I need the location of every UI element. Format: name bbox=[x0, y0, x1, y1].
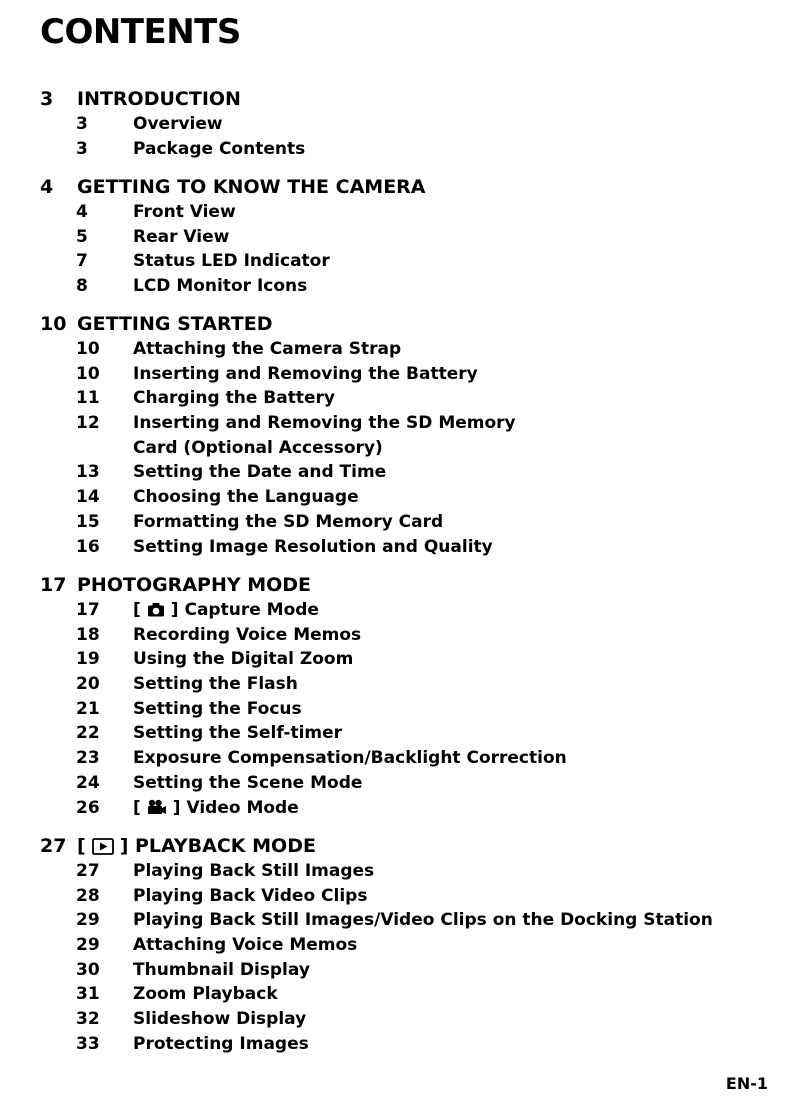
entry-title: Setting the Self-timer bbox=[133, 723, 343, 744]
entry-title: Package Contents bbox=[133, 138, 306, 159]
section-page-number: 4 bbox=[40, 176, 54, 198]
entry-title: Formatting the SD Memory Card bbox=[133, 511, 444, 532]
entry-page-number: 11 bbox=[76, 388, 100, 409]
toc-entry[interactable] bbox=[0, 200, 808, 225]
toc-entry[interactable] bbox=[0, 386, 808, 411]
entry-title: Setting the Flash bbox=[133, 674, 298, 695]
entry-title: Inserting and Removing the Battery bbox=[133, 363, 478, 384]
toc-entry[interactable] bbox=[0, 225, 808, 250]
entry-page-number: 20 bbox=[76, 674, 100, 695]
toc-entry[interactable] bbox=[0, 137, 808, 162]
toc-entry[interactable] bbox=[0, 697, 808, 722]
entry-title-text: ] Video Mode bbox=[172, 797, 299, 818]
toc-entry[interactable] bbox=[0, 249, 808, 274]
entry-title: Playing Back Video Clips bbox=[133, 885, 368, 906]
toc-entry-continuation[interactable] bbox=[0, 436, 808, 461]
entry-page-number: 29 bbox=[76, 935, 100, 956]
toc-section bbox=[0, 311, 808, 559]
page-title: CONTENTS bbox=[40, 12, 241, 52]
entry-page-number: 10 bbox=[76, 363, 100, 384]
toc-entry[interactable] bbox=[0, 908, 808, 933]
toc-section bbox=[0, 572, 808, 820]
entry-page-number: 4 bbox=[76, 202, 88, 222]
entry-title: Setting Image Resolution and Quality bbox=[133, 536, 493, 557]
camera-icon bbox=[147, 602, 165, 617]
toc-entry[interactable] bbox=[0, 460, 808, 485]
section-heading[interactable] bbox=[0, 572, 808, 598]
entry-title: Choosing the Language bbox=[133, 487, 359, 508]
entry-page-number: 22 bbox=[76, 723, 100, 744]
section-title: GETTING STARTED bbox=[77, 313, 273, 335]
toc-entry[interactable] bbox=[0, 884, 808, 909]
entry-title: Attaching the Camera Strap bbox=[133, 339, 402, 359]
section-title bbox=[77, 833, 316, 859]
entry-title: Slideshow Display bbox=[133, 1009, 307, 1030]
entry-page-number: 21 bbox=[76, 698, 100, 719]
toc-entry[interactable] bbox=[0, 796, 808, 821]
section-page-number: 10 bbox=[40, 313, 67, 335]
toc-entry[interactable] bbox=[0, 933, 808, 958]
section-title: INTRODUCTION bbox=[77, 88, 241, 110]
entry-title: Inserting and Removing the SD Memory bbox=[133, 413, 516, 434]
toc-entry[interactable] bbox=[0, 982, 808, 1007]
toc-entry[interactable] bbox=[0, 535, 808, 560]
section-page-number: 17 bbox=[40, 574, 67, 596]
toc-entry[interactable] bbox=[0, 672, 808, 697]
toc-entry[interactable] bbox=[0, 1032, 808, 1057]
section-page-number: 3 bbox=[40, 88, 54, 110]
entry-page-number: 19 bbox=[76, 649, 100, 670]
toc-section bbox=[0, 174, 808, 299]
entry-page-number: 14 bbox=[76, 487, 100, 508]
entry-title: Front View bbox=[133, 202, 236, 222]
entry-title bbox=[133, 598, 319, 623]
entry-title: Thumbnail Display bbox=[133, 959, 310, 980]
entry-page-number: 26 bbox=[76, 797, 100, 818]
entry-page-number: 30 bbox=[76, 959, 100, 980]
entry-page-number: 16 bbox=[76, 536, 100, 557]
entry-page-number: 3 bbox=[76, 138, 88, 159]
entry-page-number: 8 bbox=[76, 276, 88, 297]
entry-page-number: 10 bbox=[76, 339, 100, 359]
section-title-text: ] PLAYBACK MODE bbox=[119, 835, 316, 857]
toc-entry[interactable] bbox=[0, 623, 808, 648]
entry-page-number: 24 bbox=[76, 772, 100, 793]
entry-title: Protecting Images bbox=[133, 1033, 309, 1054]
section-heading[interactable] bbox=[0, 86, 808, 112]
entry-title: Recording Voice Memos bbox=[133, 624, 362, 645]
entry-title: Setting the Focus bbox=[133, 698, 302, 719]
bracket-open: [ bbox=[133, 797, 141, 818]
entry-title: Exposure Compensation/Backlight Correction bbox=[133, 748, 567, 769]
entry-title: LCD Monitor Icons bbox=[133, 276, 308, 297]
toc-entry[interactable] bbox=[0, 337, 808, 362]
toc-entry[interactable] bbox=[0, 958, 808, 983]
section-title: GETTING TO KNOW THE CAMERA bbox=[77, 176, 426, 198]
entry-title-text: ] Capture Mode bbox=[170, 600, 319, 620]
entry-page-number: 23 bbox=[76, 748, 100, 769]
entry-page-number: 13 bbox=[76, 462, 100, 483]
entry-page-number: 3 bbox=[76, 114, 88, 134]
entry-page-number: 12 bbox=[76, 413, 100, 434]
section-title: PHOTOGRAPHY MODE bbox=[77, 574, 312, 596]
page-number-footer: EN-1 bbox=[725, 1074, 768, 1093]
toc-entry[interactable] bbox=[0, 485, 808, 510]
toc-section bbox=[0, 86, 808, 161]
toc-entry[interactable] bbox=[0, 411, 808, 436]
entry-title: Playing Back Still Images/Video Clips on the Docking Station bbox=[133, 910, 713, 931]
playback-icon bbox=[92, 838, 114, 855]
toc-entry[interactable] bbox=[0, 112, 808, 137]
bracket-open: [ bbox=[133, 600, 141, 620]
entry-title bbox=[133, 796, 299, 821]
entry-title: Card (Optional Accessory) bbox=[133, 437, 383, 458]
entry-page-number: 32 bbox=[76, 1009, 100, 1030]
toc-entry[interactable] bbox=[0, 859, 808, 884]
entry-page-number: 7 bbox=[76, 251, 88, 272]
toc-entry[interactable] bbox=[0, 746, 808, 771]
entry-page-number: 31 bbox=[76, 984, 100, 1005]
toc-entry[interactable] bbox=[0, 771, 808, 796]
toc-entry[interactable] bbox=[0, 510, 808, 535]
toc-entry[interactable] bbox=[0, 274, 808, 299]
entry-title: Rear View bbox=[133, 226, 230, 247]
entry-title: Setting the Scene Mode bbox=[133, 772, 363, 793]
section-heading[interactable] bbox=[0, 833, 808, 859]
entry-page-number: 15 bbox=[76, 511, 100, 532]
entry-title: Overview bbox=[133, 114, 223, 134]
entry-title: Zoom Playback bbox=[133, 984, 278, 1005]
toc-entry[interactable] bbox=[0, 1007, 808, 1032]
section-heading[interactable] bbox=[0, 311, 808, 337]
entry-title: Playing Back Still Images bbox=[133, 861, 375, 881]
entry-page-number: 33 bbox=[76, 1033, 100, 1054]
video-camera-icon bbox=[147, 799, 167, 815]
toc-section bbox=[0, 833, 808, 1057]
toc-entry[interactable] bbox=[0, 647, 808, 672]
toc-entry[interactable] bbox=[0, 721, 808, 746]
toc-entry[interactable] bbox=[0, 362, 808, 387]
entry-page-number: 5 bbox=[76, 226, 88, 247]
entry-page-number: 27 bbox=[76, 861, 100, 881]
section-heading[interactable] bbox=[0, 174, 808, 200]
entry-page-number: 18 bbox=[76, 624, 100, 645]
entry-title: Setting the Date and Time bbox=[133, 462, 387, 483]
entry-title: Using the Digital Zoom bbox=[133, 649, 354, 670]
section-page-number: 27 bbox=[40, 835, 67, 857]
entry-title: Attaching Voice Memos bbox=[133, 935, 358, 956]
toc-entry[interactable] bbox=[0, 598, 808, 623]
entry-title: Charging the Battery bbox=[133, 388, 335, 409]
entry-page-number: 28 bbox=[76, 885, 100, 906]
entry-page-number: 29 bbox=[76, 910, 100, 931]
bracket-open: [ bbox=[77, 835, 86, 857]
entry-page-number: 17 bbox=[76, 600, 100, 620]
entry-title: Status LED Indicator bbox=[133, 251, 330, 272]
